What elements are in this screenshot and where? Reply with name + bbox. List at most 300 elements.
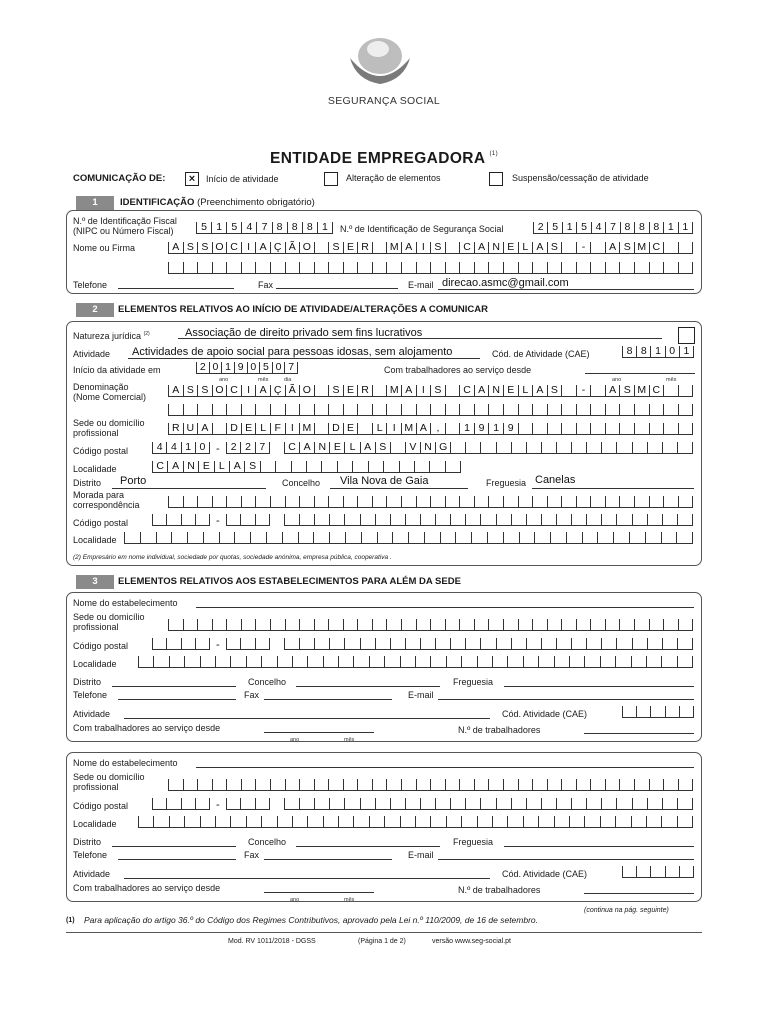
estab-1-concelho-label: Concelho (248, 677, 287, 687)
char-cell (547, 404, 562, 415)
char-cell (663, 404, 678, 415)
char-cell (650, 706, 664, 717)
char-cell (649, 262, 664, 273)
char-cell (459, 404, 474, 415)
char-cell: 4 (152, 442, 166, 453)
char-cell (619, 496, 634, 507)
checkbox-alteracao[interactable] (324, 172, 338, 186)
char-cell (480, 638, 495, 649)
char-cell: L (344, 442, 359, 453)
estab-2-ntrab-field[interactable] (584, 893, 694, 894)
char-cell (166, 514, 180, 525)
cp-field-2[interactable] (226, 442, 270, 454)
cp2-localidade-field[interactable] (284, 514, 693, 526)
char-cell (430, 816, 445, 827)
estab-1-cp-localidade-field[interactable] (284, 638, 693, 650)
char-cell (450, 638, 465, 649)
denom-sublabel: (Nome Comercial) (73, 392, 147, 402)
char-cell (215, 816, 230, 827)
char-cell (306, 461, 321, 472)
char-cell (386, 496, 401, 507)
localidade2-field[interactable] (124, 532, 693, 544)
char-cell (197, 404, 212, 415)
estab-2-atividade-field[interactable] (124, 878, 490, 879)
char-cell (200, 816, 215, 827)
estab-2-localidade-field[interactable] (138, 816, 693, 828)
char-cell: N (488, 242, 503, 253)
estab-1-cae-field[interactable] (622, 706, 694, 718)
char-cell (634, 262, 649, 273)
char-cell (299, 779, 314, 790)
char-cell: 7 (256, 222, 271, 233)
char-cell (678, 619, 694, 630)
char-cell (195, 514, 210, 525)
fax-label: Fax (258, 280, 274, 290)
denom-field-line2[interactable] (168, 404, 693, 416)
char-cell: 1 (211, 222, 226, 233)
cp2-field-2[interactable] (226, 514, 270, 526)
char-cell (518, 423, 533, 434)
char-cell (526, 798, 541, 809)
cp2-field-1[interactable] (152, 514, 210, 526)
char-cell (372, 242, 387, 253)
freguesia-field[interactable] (532, 488, 694, 489)
char-cell: N (314, 442, 329, 453)
char-cell (619, 779, 634, 790)
char-cell (416, 619, 431, 630)
estab-1-freguesia-field[interactable] (504, 686, 694, 687)
nif-field[interactable] (196, 222, 333, 234)
footer-divider (66, 932, 702, 933)
char-cell (372, 404, 387, 415)
char-cell: O (212, 385, 227, 396)
estab-2-sede-sublabel: profissional (73, 782, 119, 792)
morada-label: Morada para (73, 490, 125, 500)
trab-desde-field[interactable] (585, 373, 695, 374)
char-cell: E (343, 242, 358, 253)
nome-field[interactable] (168, 242, 693, 254)
char-cell (616, 638, 631, 649)
distrito-value: Porto (120, 475, 147, 487)
char-cell: U (183, 423, 198, 434)
char-cell (663, 496, 678, 507)
char-cell (430, 779, 445, 790)
char-cell (518, 619, 533, 630)
char-cell (140, 532, 156, 543)
char-cell (647, 638, 662, 649)
char-cell (414, 461, 429, 472)
char-cell (255, 496, 270, 507)
char-cell (314, 496, 329, 507)
char-cell: C (649, 242, 664, 253)
char-cell (677, 442, 693, 453)
sede-field[interactable] (168, 423, 693, 435)
char-cell (616, 514, 631, 525)
char-cell: 4 (241, 222, 256, 233)
estab-1-fax-field[interactable] (264, 699, 392, 700)
char-cell (571, 442, 586, 453)
char-cell (678, 496, 694, 507)
char-cell (622, 866, 636, 877)
char-cell (291, 461, 306, 472)
char-cell (338, 816, 353, 827)
char-cell (215, 656, 230, 667)
char-cell: S (183, 385, 198, 396)
estab-2-cp-localidade-field[interactable] (284, 798, 693, 810)
niss-field[interactable] (533, 222, 693, 234)
char-cell: F (270, 423, 285, 434)
char-cell (679, 706, 694, 717)
char-cell: 0 (195, 442, 210, 453)
char-cell: 2 (196, 362, 209, 373)
char-cell (195, 638, 210, 649)
char-cell (390, 638, 405, 649)
char-cell (384, 656, 399, 667)
checkbox-suspensao[interactable] (489, 172, 503, 186)
char-cell: N (183, 461, 198, 472)
char-cell (343, 262, 358, 273)
estab-1-sede-field[interactable] (168, 619, 693, 631)
char-cell: 7 (605, 222, 619, 233)
char-cell (343, 779, 358, 790)
estab-2-email-field[interactable] (438, 859, 694, 860)
char-cell (420, 638, 435, 649)
org-name: SEGURANÇA SOCIAL (327, 95, 441, 107)
char-cell (226, 638, 240, 649)
char-cell (369, 816, 384, 827)
char-cell: 1 (650, 346, 664, 357)
char-cell (299, 798, 314, 809)
estab-2-cp-field-1[interactable] (152, 798, 210, 810)
char-cell (541, 798, 556, 809)
char-cell (663, 242, 678, 253)
char-cell (541, 638, 556, 649)
char-cell (492, 816, 507, 827)
telefone-label: Telefone (73, 280, 108, 290)
char-cell (496, 798, 511, 809)
estab-2-cae-field[interactable] (622, 866, 694, 878)
char-cell: Ç (270, 385, 285, 396)
char-cell: S (619, 242, 634, 253)
char-cell: 1 (459, 423, 474, 434)
char-cell (445, 385, 460, 396)
char-cell (629, 532, 645, 543)
char-cell (270, 779, 285, 790)
char-cell (184, 816, 199, 827)
char-cell (487, 532, 503, 543)
estab-2-trab-label: Com trabalhadores ao serviço desde (73, 883, 221, 893)
char-cell (314, 404, 329, 415)
char-cell (488, 262, 503, 273)
char-cell (465, 442, 480, 453)
estab-1-cae-label: Cód. Atividade (CAE) (502, 709, 588, 719)
char-cell (445, 404, 460, 415)
char-cell (488, 779, 503, 790)
estab-1-cp-field-2[interactable] (226, 638, 270, 650)
checkbox-inicio-atividade[interactable]: × (185, 172, 199, 186)
char-cell (329, 532, 345, 543)
char-cell (415, 816, 430, 827)
estab-1-trab-field[interactable] (264, 732, 374, 733)
char-cell (212, 262, 227, 273)
char-cell: R (168, 423, 183, 434)
char-cell (344, 798, 359, 809)
char-cell (646, 816, 661, 827)
estab-2-sede-field[interactable] (168, 779, 693, 791)
nome-label: Nome ou Firma (73, 243, 136, 253)
char-cell (440, 532, 456, 543)
char-cell: 9 (503, 423, 518, 434)
char-cell (649, 496, 664, 507)
char-cell (445, 461, 461, 472)
estab-2-distrito-field[interactable] (112, 846, 236, 847)
char-cell (538, 656, 553, 667)
estab-2-fax-field[interactable] (264, 859, 392, 860)
char-cell (445, 779, 460, 790)
char-cell (430, 656, 445, 667)
char-cell (368, 461, 383, 472)
char-cell (477, 816, 492, 827)
atividade-value: Actividades de apoio social para pessoas idosas, sem alojamento (132, 346, 453, 358)
char-cell (314, 779, 329, 790)
char-cell (534, 532, 550, 543)
continua-note: (continua na pág. seguinte) (584, 907, 669, 914)
estab-1-cp-field-1[interactable] (152, 638, 210, 650)
natureza-checkbox[interactable] (678, 327, 695, 344)
char-cell (285, 262, 300, 273)
char-cell: A (605, 385, 620, 396)
char-cell (168, 404, 183, 415)
char-cell (632, 442, 647, 453)
char-cell (344, 514, 359, 525)
char-cell (230, 816, 245, 827)
char-cell (255, 638, 270, 649)
char-cell (605, 496, 620, 507)
comunicacao-label: COMUNICAÇÃO DE: (73, 173, 166, 184)
char-cell: M (386, 242, 401, 253)
estab-2-telefone-field[interactable] (118, 859, 236, 860)
char-cell: A (299, 442, 314, 453)
char-cell (605, 779, 620, 790)
char-cell (634, 779, 649, 790)
char-cell (360, 514, 375, 525)
char-cell: I (285, 423, 300, 434)
char-cell (547, 779, 562, 790)
char-cell (488, 619, 503, 630)
char-cell (556, 442, 571, 453)
char-cell: S (244, 461, 259, 472)
char-cell (661, 656, 676, 667)
char-cell: M (299, 423, 314, 434)
char-cell (184, 656, 199, 667)
char-cell (605, 423, 620, 434)
email-field[interactable] (438, 289, 694, 290)
char-cell: 0 (665, 346, 679, 357)
char-cell (420, 798, 435, 809)
fax-field[interactable] (276, 288, 398, 289)
char-cell (632, 514, 647, 525)
char-cell (386, 779, 401, 790)
char-cell (488, 404, 503, 415)
estab-1-nome-field[interactable] (196, 607, 694, 608)
denom-field[interactable] (168, 385, 693, 397)
inicio-ano: ano (219, 377, 229, 383)
localidade-field[interactable] (152, 461, 461, 473)
char-cell: R (357, 242, 372, 253)
estab-2-nome-field[interactable] (196, 767, 694, 768)
cae-field[interactable] (622, 346, 694, 358)
versao-link[interactable]: versão www.seg-social.pt (432, 938, 511, 945)
char-cell (372, 262, 387, 273)
char-cell (677, 514, 693, 525)
estab-2-freguesia-label: Freguesia (453, 837, 494, 847)
char-cell: 1 (221, 362, 234, 373)
nome-field-line2[interactable] (168, 262, 693, 274)
char-cell (586, 442, 601, 453)
char-cell (329, 514, 344, 525)
char-cell (314, 423, 329, 434)
footnote-text: Para aplicação do artigo 36.º do Código dos Regimes Contributivos, aprovado pela Lei n.º 110/2009, de 16 de setembro. (84, 915, 539, 925)
char-cell (383, 461, 398, 472)
char-cell (299, 496, 314, 507)
char-cell: A (167, 461, 182, 472)
opt-alteracao-label: Alteração de elementos (346, 173, 441, 183)
char-cell (590, 619, 605, 630)
char-cell (138, 656, 153, 667)
char-cell (285, 404, 300, 415)
char-cell: S (183, 242, 198, 253)
char-cell (200, 656, 215, 667)
estab-1-email-field[interactable] (438, 699, 694, 700)
char-cell (153, 656, 168, 667)
estab-1-distrito-field[interactable] (112, 686, 236, 687)
distrito-field[interactable] (112, 488, 266, 489)
char-cell: A (255, 385, 270, 396)
section-2-number: 2 (76, 303, 114, 317)
estab-1-telefone-field[interactable] (118, 699, 236, 700)
estab-1-localidade-field[interactable] (138, 656, 693, 668)
char-cell: A (416, 423, 431, 434)
char-cell: E (503, 242, 518, 253)
char-cell (571, 638, 586, 649)
char-cell: 1 (181, 442, 195, 453)
char-cell (275, 461, 290, 472)
char-cell (292, 656, 307, 667)
char-cell (619, 404, 634, 415)
char-cell (372, 496, 387, 507)
char-cell (461, 656, 476, 667)
char-cell: 5 (547, 222, 561, 233)
atividade-field[interactable] (128, 358, 480, 359)
char-cell (390, 514, 405, 525)
char-cell (138, 816, 153, 827)
char-cell (401, 779, 416, 790)
cp-field-1[interactable] (152, 442, 210, 454)
char-cell (586, 638, 601, 649)
char-cell: E (503, 385, 518, 396)
telefone-field[interactable] (118, 288, 234, 289)
sede-label: Sede ou domicílio (73, 418, 145, 428)
freguesia-label: Freguesia (486, 478, 527, 488)
localidade2-label: Localidade (73, 535, 117, 545)
char-cell (352, 461, 367, 472)
estab-1-concelho-field[interactable] (296, 686, 440, 687)
section-1-title: IDENTIFICAÇÃO (Preenchimento obrigatório) (120, 197, 315, 208)
estab-1-ntrab-field[interactable] (584, 733, 694, 734)
cp-localidade-field[interactable] (284, 442, 693, 454)
section-2-note: (2) Empresário em nome individual, sociedade por quotas, sociedade anónima, empresa pública, cooperativa . (73, 554, 392, 561)
section-1-number: 1 (76, 196, 114, 210)
morada-field[interactable] (168, 496, 693, 508)
char-cell (261, 816, 276, 827)
char-cell (503, 779, 518, 790)
char-cell (597, 532, 613, 543)
char-cell (226, 619, 241, 630)
char-cell: A (401, 385, 416, 396)
char-cell: O (299, 385, 314, 396)
char-cell (203, 532, 219, 543)
char-cell (561, 262, 576, 273)
char-cell: 9 (474, 423, 489, 434)
char-cell (299, 638, 314, 649)
char-cell (430, 619, 445, 630)
char-cell (576, 404, 591, 415)
char-cell: M (401, 423, 416, 434)
char-cell (576, 619, 591, 630)
estab-2-cp-field-2[interactable] (226, 798, 270, 810)
char-cell (503, 496, 518, 507)
cp-label: Código postal (73, 446, 129, 456)
char-cell (337, 461, 352, 472)
char-cell (619, 619, 634, 630)
char-cell: C (284, 442, 299, 453)
estab-1-trab-mes: mês (344, 737, 355, 743)
char-cell (632, 798, 647, 809)
char-cell (571, 798, 586, 809)
estab-1-atividade-field[interactable] (124, 718, 490, 719)
char-cell (299, 514, 314, 525)
char-cell (566, 532, 582, 543)
char-cell (405, 638, 420, 649)
char-cell (584, 656, 599, 667)
estab-2-trab-field[interactable] (264, 892, 374, 893)
inicio-field[interactable] (196, 362, 298, 374)
char-cell: Ã (285, 242, 300, 253)
char-cell: Ç (270, 242, 285, 253)
estab-2-sede-label: Sede ou domicílio (73, 772, 145, 782)
char-cell (526, 514, 541, 525)
char-cell (590, 404, 605, 415)
inicio-label: Início da atividade em (73, 365, 161, 375)
estab-2-freguesia-field[interactable] (504, 846, 694, 847)
char-cell: 1 (317, 222, 333, 233)
char-cell (474, 619, 489, 630)
char-cell (649, 619, 664, 630)
char-cell: A (229, 461, 244, 472)
estab-2-concelho-field[interactable] (296, 846, 440, 847)
char-cell: 0 (209, 362, 222, 373)
estab-2-email-label: E-mail (408, 850, 434, 860)
char-cell (455, 532, 471, 543)
char-cell: S (547, 242, 562, 253)
char-cell (590, 496, 605, 507)
concelho-field[interactable] (330, 488, 468, 489)
char-cell (241, 262, 256, 273)
char-cell (299, 262, 314, 273)
char-cell (230, 656, 245, 667)
char-cell (323, 816, 338, 827)
char-cell (375, 638, 390, 649)
